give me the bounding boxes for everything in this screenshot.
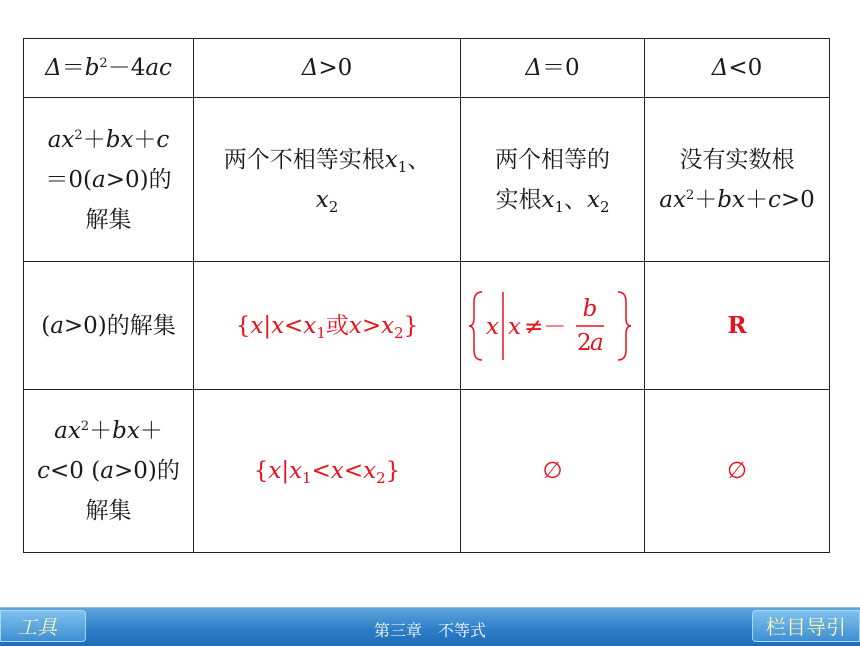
table-row-greater-solution: [24, 262, 830, 390]
not-equal-minus: ≠－: [523, 313, 566, 340]
cell-roots-positive: 两个不相等实根$x_1$、 $x_2$: [194, 98, 461, 262]
chapter-title: 第三章 不等式: [373, 621, 486, 640]
table-header-row: [24, 39, 830, 98]
table-row-roots: [24, 98, 830, 262]
quadratic-inequality-table: [23, 38, 830, 553]
fraction-numerator: b: [582, 295, 597, 322]
cell-roots-negative: 没有实数根 $ax^2+bx+c>0$: [645, 98, 830, 262]
header-positive: Δ>0: [194, 39, 461, 98]
header-negative: Δ<0: [645, 39, 830, 98]
left-brace: [469, 292, 482, 360]
row-label-roots: $ax^2+bx+c$ ＝0(a>0)的 解集: [24, 98, 194, 262]
table-row-less-solution: [24, 390, 830, 553]
cell-roots-zero: 两个相等的 实根$x_1$、$x_2$: [461, 98, 645, 262]
row-label-less: $ax^2+bx+$ c<0 (a>0)的 解集: [24, 390, 194, 553]
cell-greater-zero: [461, 262, 645, 390]
cell-less-negative-empty-set: ∅: [645, 390, 830, 553]
set-builder-expression: [468, 286, 638, 366]
header-zero: Δ＝0: [461, 39, 645, 98]
cell-greater-positive: {$x|x<x_1$或$x>x_2$}: [194, 262, 461, 390]
header-discriminant: $\Delta=b^2-4ac$: [24, 39, 194, 98]
condition-variable: x: [507, 313, 521, 340]
tools-button[interactable]: 工具: [0, 610, 86, 642]
cell-less-zero-empty-set: ∅: [461, 390, 645, 553]
fraction-denominator-number: 2: [576, 329, 592, 356]
set-variable: x: [485, 313, 499, 340]
cell-greater-negative: R: [645, 262, 830, 390]
fraction-denominator-variable: a: [589, 329, 604, 356]
bottom-navigation-bar: [0, 607, 860, 646]
row-label-greater: (a>0)的解集: [24, 262, 194, 390]
right-brace: [618, 292, 631, 360]
section-nav-button[interactable]: 栏目导引: [752, 610, 860, 642]
cell-less-positive: $\{x|x_1<x<x_2\}$: [194, 390, 461, 553]
